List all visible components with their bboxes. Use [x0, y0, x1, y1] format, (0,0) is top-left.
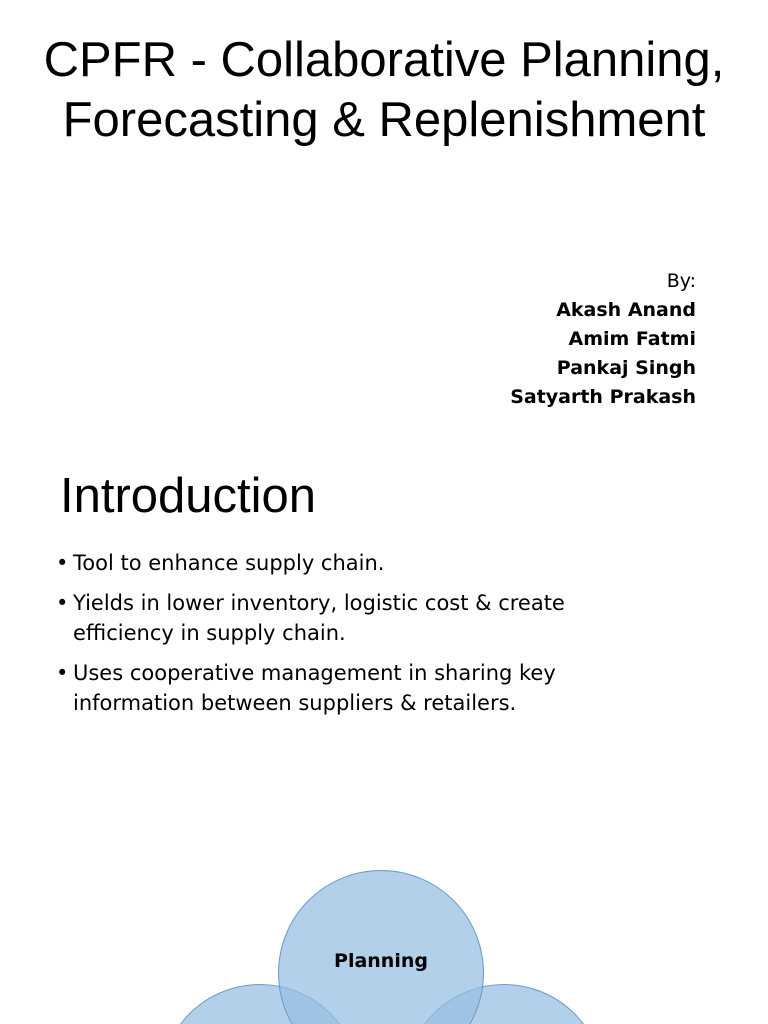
venn-diagram	[0, 860, 768, 1024]
author-block	[296, 266, 696, 412]
venn-circle-planning	[278, 870, 484, 1024]
section-heading: Introduction	[60, 469, 317, 523]
author-name: Akash Anand	[556, 299, 696, 321]
author-name: Amim Fatmi	[568, 328, 696, 350]
bullet-icon: •	[56, 661, 69, 685]
bullet-text: Tool to enhance supply chain.	[73, 551, 385, 575]
author-list	[296, 296, 696, 412]
bullet-text: Yields in lower inventory, logistic cost & create efficiency in supply chain.	[73, 591, 565, 645]
slide-title: CPFR - Collaborative Planning, Forecasting & Replenishment	[43, 33, 725, 147]
bullet-item	[56, 658, 656, 718]
bullet-icon: •	[56, 551, 69, 575]
bullet-icon: •	[56, 591, 69, 615]
bullet-item	[56, 548, 656, 578]
author-name: Satyarth Prakash	[510, 386, 696, 408]
author-name: Pankaj Singh	[556, 357, 696, 379]
bullet-list	[56, 548, 656, 728]
bullet-item	[56, 588, 656, 648]
bullet-text: Uses cooperative management in sharing key information between suppliers & retailers.	[73, 661, 556, 715]
by-label: By:	[666, 270, 696, 292]
planning-label: Planning	[334, 950, 428, 972]
